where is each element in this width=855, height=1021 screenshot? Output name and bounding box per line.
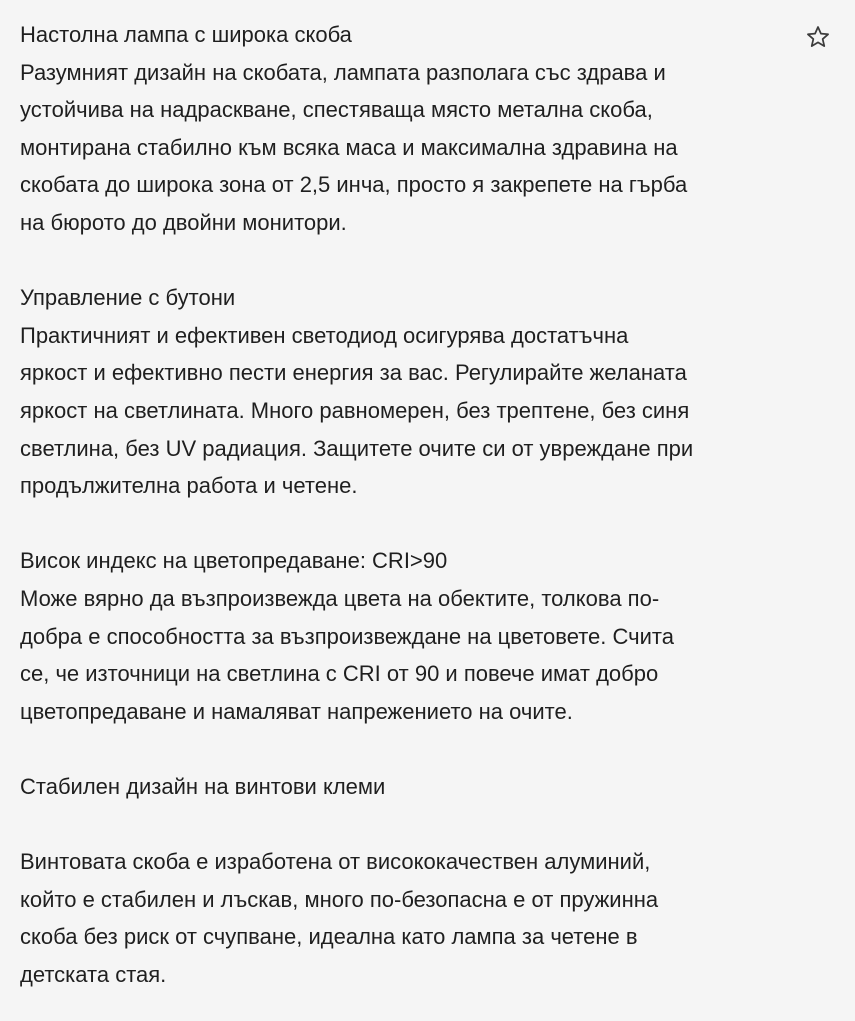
body-line: се, че източници на светлина с CRI от 90 и повече имат добро bbox=[20, 661, 659, 687]
section-heading: Висок индекс на цветопредаване: CRI>90 bbox=[20, 548, 448, 574]
body-line: устойчива на надраскване, спестяваща място метална скоба, bbox=[20, 97, 653, 123]
body-line: Може вярно да възпроизвежда цвета на обектите, толкова по- bbox=[20, 585, 660, 611]
body-line: Винтовата скоба е изработена от висококачествен алуминий, bbox=[20, 849, 651, 875]
section-button-control bbox=[20, 279, 795, 505]
body-line: скобата до широка зона от 2,5 инча, просто я закрепете на гърба bbox=[20, 172, 688, 198]
body-line: яркост и ефективно пести енергия за вас. Регулирайте желаната bbox=[20, 360, 687, 386]
section-clamp-lamp bbox=[20, 16, 795, 242]
star-outline-icon bbox=[805, 24, 831, 50]
body-line: на бюрото до двойни монитори. bbox=[20, 209, 347, 235]
body-line: детската стая. bbox=[20, 961, 167, 987]
section-heading: Управление с бутони bbox=[20, 285, 236, 311]
body-line: Разумният дизайн на скобата, лампата разполага със здрава и bbox=[20, 59, 666, 85]
section-heading: Настолна лампа с широка скоба bbox=[20, 22, 352, 47]
body-line: яркост на светлината. Много равномерен, без трептене, без синя bbox=[20, 397, 690, 423]
body-line: скоба без риск от счупване, идеална като лампа за четене в bbox=[20, 924, 638, 950]
favorite-star-button[interactable] bbox=[803, 22, 833, 52]
section-heading: Стабилен дизайн на винтови клеми bbox=[20, 773, 386, 799]
body-line: продължителна работа и четене. bbox=[20, 473, 358, 499]
body-line: Практичният и ефективен светодиод осигурява достатъчна bbox=[20, 322, 629, 348]
body-line: цветопредаване и намаляват напрежението на очите. bbox=[20, 698, 573, 724]
body-line: добра е способността за възпроизвеждане на цветовете. Счита bbox=[20, 623, 674, 649]
body-line: светлина, без UV радиация. Защитете очите си от увреждане при bbox=[20, 435, 694, 461]
body-line: монтирана стабилно към всяка маса и максимална здравина на bbox=[20, 134, 678, 160]
blank-line bbox=[20, 805, 795, 843]
section-screw-clamp bbox=[20, 768, 795, 994]
section-cri bbox=[20, 542, 795, 730]
body-line: който е стабилен и лъскав, много по-безопасна е от пружинна bbox=[20, 886, 659, 912]
